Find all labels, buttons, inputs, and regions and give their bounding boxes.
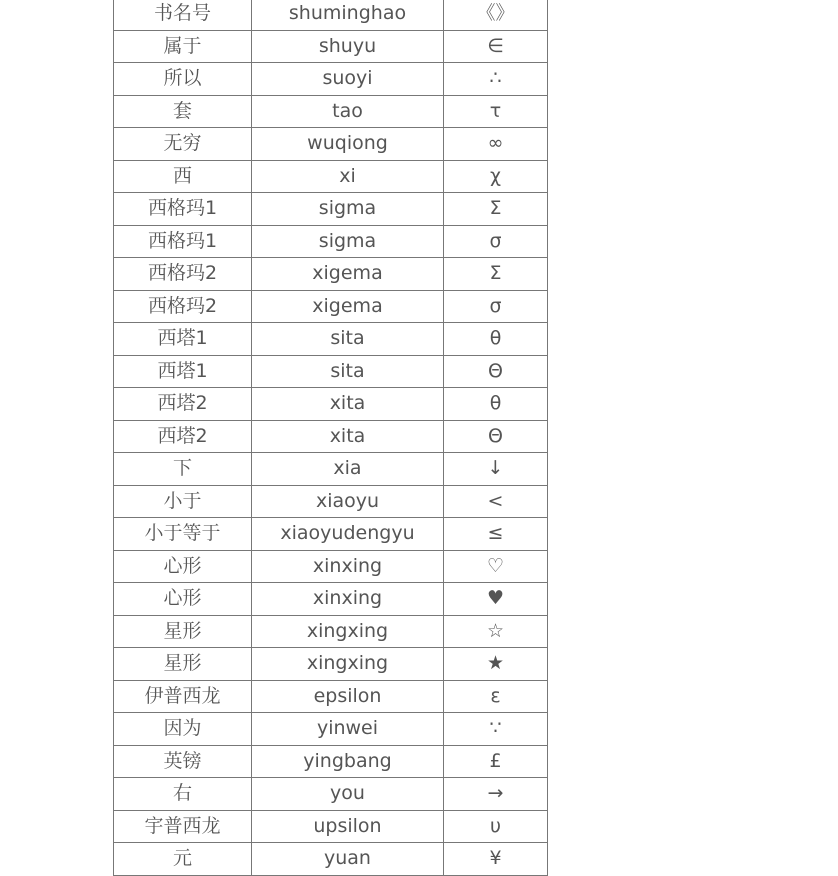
table-row <box>114 843 548 876</box>
symbol-cell: Σ <box>444 258 548 291</box>
table-row <box>114 745 548 778</box>
table-row <box>114 713 548 746</box>
pinyin-cell: suoyi <box>252 63 444 96</box>
pinyin-cell: xia <box>252 453 444 486</box>
name-cell: 右 <box>114 778 252 811</box>
pinyin-cell: epsilon <box>252 680 444 713</box>
symbol-cell: Θ <box>444 355 548 388</box>
table-row <box>114 583 548 616</box>
table-row <box>114 810 548 843</box>
pinyin-cell: wuqiong <box>252 128 444 161</box>
table-row <box>114 160 548 193</box>
table-row <box>114 485 548 518</box>
name-cell: 心形 <box>114 583 252 616</box>
symbol-cell: 《》 <box>444 0 548 30</box>
symbol-cell: υ <box>444 810 548 843</box>
pinyin-cell: upsilon <box>252 810 444 843</box>
name-cell: 小于 <box>114 485 252 518</box>
symbol-cell: χ <box>444 160 548 193</box>
name-cell: 属于 <box>114 30 252 63</box>
table-row <box>114 128 548 161</box>
name-cell: 西塔2 <box>114 420 252 453</box>
name-cell: 伊普西龙 <box>114 680 252 713</box>
symbol-cell: ♡ <box>444 550 548 583</box>
symbol-cell: Θ <box>444 420 548 453</box>
pinyin-cell: yinwei <box>252 713 444 746</box>
pinyin-cell: shuyu <box>252 30 444 63</box>
pinyin-cell: xinxing <box>252 583 444 616</box>
name-cell: 套 <box>114 95 252 128</box>
table-row <box>114 550 548 583</box>
pinyin-cell: xita <box>252 420 444 453</box>
pinyin-cell: xita <box>252 388 444 421</box>
name-cell: 下 <box>114 453 252 486</box>
symbol-cell: τ <box>444 95 548 128</box>
name-cell: 因为 <box>114 713 252 746</box>
symbol-cell: ♥ <box>444 583 548 616</box>
name-cell: 星形 <box>114 615 252 648</box>
name-cell: 无穷 <box>114 128 252 161</box>
symbol-cell: < <box>444 485 548 518</box>
symbol-cell: ≤ <box>444 518 548 551</box>
pinyin-cell: xinxing <box>252 550 444 583</box>
name-cell: 西塔1 <box>114 323 252 356</box>
table-row <box>114 355 548 388</box>
name-cell: 西格玛1 <box>114 193 252 226</box>
table-row <box>114 518 548 551</box>
name-cell: 英镑 <box>114 745 252 778</box>
name-cell: 心形 <box>114 550 252 583</box>
symbol-cell: ∴ <box>444 63 548 96</box>
symbol-cell: Σ <box>444 193 548 226</box>
table-row <box>114 30 548 63</box>
name-cell: 书名号 <box>114 0 252 30</box>
name-cell: 元 <box>114 843 252 876</box>
symbol-cell: ¥ <box>444 843 548 876</box>
pinyin-cell: you <box>252 778 444 811</box>
pinyin-cell: yingbang <box>252 745 444 778</box>
pinyin-cell: xigema <box>252 290 444 323</box>
symbol-cell: ↓ <box>444 453 548 486</box>
pinyin-cell: xiaoyu <box>252 485 444 518</box>
name-cell: 所以 <box>114 63 252 96</box>
pinyin-cell: sigma <box>252 193 444 226</box>
pinyin-cell: xingxing <box>252 615 444 648</box>
table-row <box>114 648 548 681</box>
symbol-cell: θ <box>444 388 548 421</box>
symbol-cell: ∞ <box>444 128 548 161</box>
table-row <box>114 420 548 453</box>
table-row <box>114 388 548 421</box>
name-cell: 星形 <box>114 648 252 681</box>
name-cell: 小于等于 <box>114 518 252 551</box>
table-row <box>114 95 548 128</box>
table-row <box>114 193 548 226</box>
name-cell: 宇普西龙 <box>114 810 252 843</box>
pinyin-cell: sita <box>252 323 444 356</box>
pinyin-cell: xiaoyudengyu <box>252 518 444 551</box>
symbol-cell: θ <box>444 323 548 356</box>
table-row <box>114 290 548 323</box>
symbol-cell: ★ <box>444 648 548 681</box>
symbol-cell: σ <box>444 290 548 323</box>
table-row <box>114 0 548 30</box>
symbol-cell: ∈ <box>444 30 548 63</box>
name-cell: 西塔1 <box>114 355 252 388</box>
name-cell: 西塔2 <box>114 388 252 421</box>
table-row <box>114 615 548 648</box>
pinyin-cell: shuminghao <box>252 0 444 30</box>
pinyin-cell: yuan <box>252 843 444 876</box>
symbol-table-body <box>114 0 548 875</box>
symbol-cell: £ <box>444 745 548 778</box>
name-cell: 西格玛2 <box>114 290 252 323</box>
symbol-cell: ∵ <box>444 713 548 746</box>
symbol-cell: σ <box>444 225 548 258</box>
symbol-cell: ☆ <box>444 615 548 648</box>
pinyin-cell: sigma <box>252 225 444 258</box>
pinyin-cell: tao <box>252 95 444 128</box>
table-row <box>114 453 548 486</box>
name-cell: 西格玛2 <box>114 258 252 291</box>
table-row <box>114 680 548 713</box>
name-cell: 西格玛1 <box>114 225 252 258</box>
symbol-cell: ε <box>444 680 548 713</box>
symbol-table <box>113 0 548 876</box>
symbol-cell: → <box>444 778 548 811</box>
pinyin-cell: sita <box>252 355 444 388</box>
table-row <box>114 778 548 811</box>
pinyin-cell: xi <box>252 160 444 193</box>
pinyin-cell: xingxing <box>252 648 444 681</box>
pinyin-cell: xigema <box>252 258 444 291</box>
table-row <box>114 225 548 258</box>
table-row <box>114 323 548 356</box>
table-row <box>114 258 548 291</box>
name-cell: 西 <box>114 160 252 193</box>
table-row <box>114 63 548 96</box>
